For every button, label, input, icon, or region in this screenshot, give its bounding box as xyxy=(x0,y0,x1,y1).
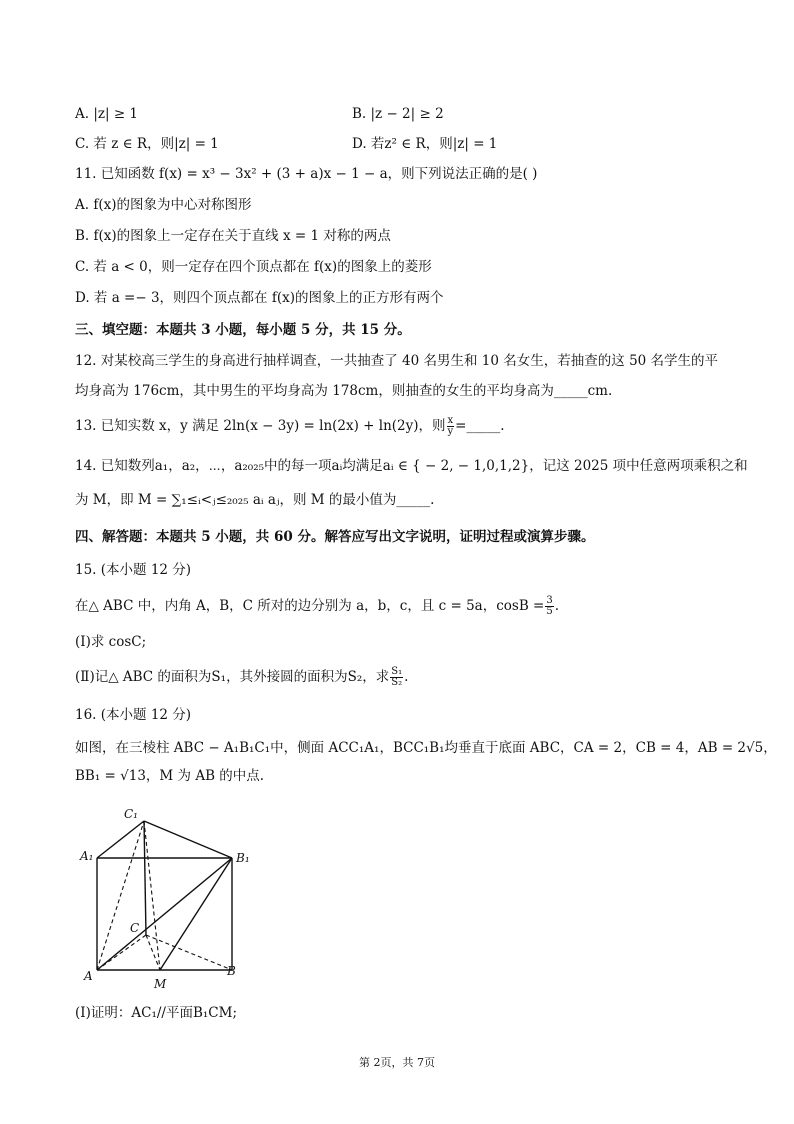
label-a: A xyxy=(84,969,93,983)
q13-text: 13. 已知实数 x，y 满足 2ln(x − 3y) = ln(2x) + ln(2y)，则 xyxy=(75,418,446,434)
q10-option-d: D. 若z² ∈ R，则|z| = 1 xyxy=(352,136,498,152)
q12-line2: 均身高为 176cm，其中男生的平均身高为 178cm，则抽查的女生的平均身高为_____cm. xyxy=(75,383,613,399)
label-m: M xyxy=(154,977,167,991)
q13-line xyxy=(75,416,505,437)
q15-stem-text: 在△ ABC 中，内角 A，B，C 所对的边分别为 a，b，c，且 c = 5a，cosB = xyxy=(75,598,545,614)
q10-option-a: A. |z| ≥ 1 xyxy=(75,106,139,122)
q15-cos-num: 3 xyxy=(546,595,553,606)
label-b: B xyxy=(227,964,236,978)
q11-stem: 11. 已知函数 f(x) = x³ − 3x² + (3 + a)x − 1 − a，则下列说法正确的是( ) xyxy=(75,166,538,182)
q11-option-b: B. f(x)的图象上一定存在关于直线 x = 1 对称的两点 xyxy=(75,228,391,244)
q13-frac-num: x xyxy=(447,415,454,426)
q15-part2-end: . xyxy=(404,669,409,685)
edge-a1-c1 xyxy=(97,821,144,858)
q13-tail: =_____. xyxy=(455,418,505,434)
q16-part1: (Ⅰ)证明：AC₁//平面B₁CM; xyxy=(75,1005,237,1021)
label-b1: B₁ xyxy=(236,851,250,865)
dash-a-c xyxy=(97,935,146,970)
q14-line1: 14. 已知数列a₁，a₂，⋯，a₂₀₂₅中的每一项aᵢ均满足aᵢ ∈ { − 2, − 1,0,1,2}，记这 2025 项中任意两项乘积之和 xyxy=(75,458,748,474)
q11-option-c: C. 若 a < 0，则一定存在四个顶点都在 f(x)的图象上的菱形 xyxy=(75,259,432,275)
q16-header: 16. (本小题 12 分) xyxy=(75,707,192,723)
q16-line1: 如图，在三棱柱 ABC − A₁B₁C₁中，侧面 ACC₁A₁，BCC₁B₁均垂直于底面 ABC，CA = 2，CB = 4，AB = 2√5， xyxy=(75,740,777,756)
q15-part1: (Ⅰ)求 cosC; xyxy=(75,634,147,650)
label-c: C xyxy=(130,921,140,935)
q15-stem xyxy=(75,596,559,617)
edge-c1-b1 xyxy=(144,821,232,858)
q11-option-d: D. 若 a =− 3，则四个顶点都在 f(x)的图象上的正方形有两个 xyxy=(75,290,444,306)
label-a1: A₁ xyxy=(80,849,94,863)
edge-a-b1 xyxy=(97,858,232,970)
q15-part2-text: (Ⅱ)记△ ABC 的面积为S₁，其外接圆的面积为S₂，求 xyxy=(75,669,390,685)
section4-title: 四、解答题：本题共 5 小题，共 60 分。解答应写出文字说明，证明过程或演算步骤。 xyxy=(75,529,595,545)
dash-c-b xyxy=(146,935,232,970)
section3-title: 三、填空题：本题共 3 小题，每小题 5 分，共 15 分。 xyxy=(75,322,411,338)
q15-s-den: S₂ xyxy=(391,677,403,688)
edge-c-c1 xyxy=(144,821,146,935)
q10-option-c: C. 若 z ∈ R，则|z| = 1 xyxy=(75,136,219,152)
q11-option-a: A. f(x)的图象为中心对称图形 xyxy=(75,197,252,213)
q16-line2: BB₁ = √13，M 为 AB 的中点. xyxy=(75,768,265,784)
q15-header: 15. (本小题 12 分) xyxy=(75,562,192,578)
q12-line1: 12. 对某校高三学生的身高进行抽样调查，一共抽查了 40 名男生和 10 名女生，若抽查的这 50 名学生的平 xyxy=(75,353,719,369)
q10-option-b: B. |z − 2| ≥ 2 xyxy=(352,106,444,122)
q13-frac-den: y xyxy=(447,426,454,437)
q14-line2: 为 M，即 M = ∑₁≤ᵢ<ⱼ≤₂₀₂₅ aᵢ aⱼ，则 M 的最小值为_____. xyxy=(75,492,435,508)
dash-a-c1 xyxy=(97,821,144,970)
q15-cos-den: 5 xyxy=(546,606,553,617)
q15-cos-fraction xyxy=(545,596,553,617)
q15-s-fraction xyxy=(390,667,403,688)
edge-m-b1 xyxy=(160,858,232,970)
q13-fraction xyxy=(447,416,455,437)
q15-s-num: S₁ xyxy=(391,666,403,677)
q15-part2 xyxy=(75,667,408,688)
q15-stem-end: . xyxy=(554,598,560,614)
label-c1: C₁ xyxy=(124,807,138,821)
dash-c1-m xyxy=(144,821,160,970)
page-footer: 第 2页，共 7页 xyxy=(359,1056,435,1069)
dash-c-m xyxy=(146,935,160,970)
